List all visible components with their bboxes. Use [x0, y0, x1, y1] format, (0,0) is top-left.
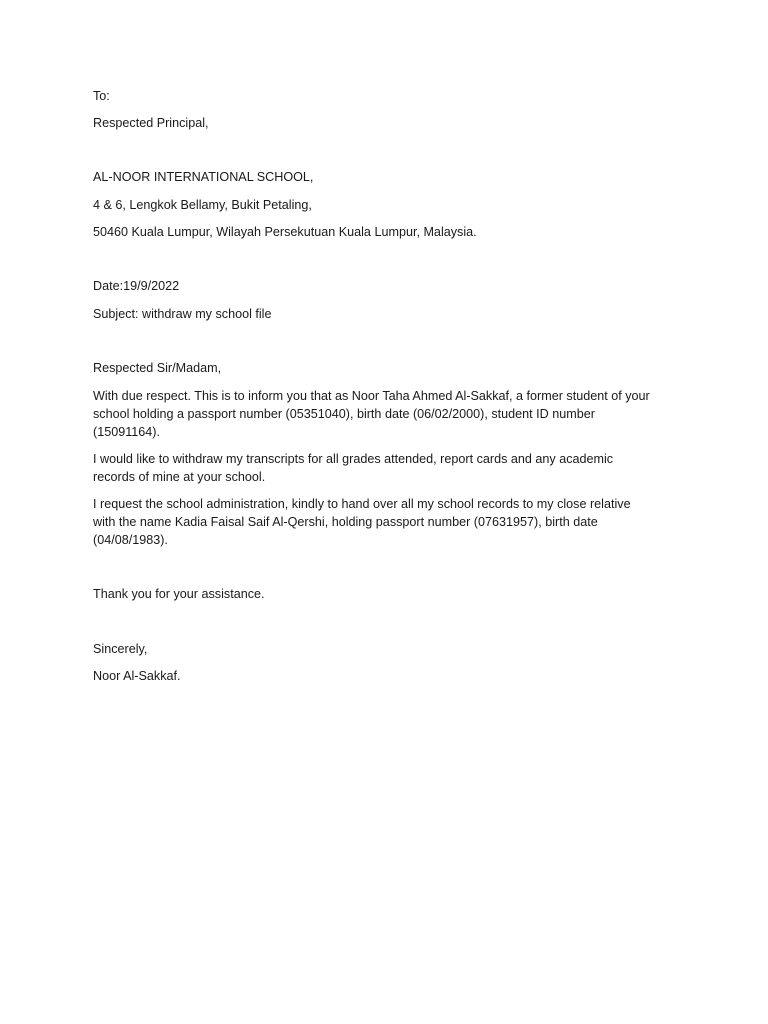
paragraph-3-line: (04/08/1983). — [93, 533, 168, 547]
paragraph-1-line: (15091164). — [93, 425, 160, 439]
paragraph-3 — [93, 495, 683, 549]
paragraph-2 — [93, 450, 683, 486]
letter-subject: Subject: withdraw my school file — [93, 307, 272, 321]
paragraph-1-line: With due respect. This is to inform you that as Noor Taha Ahmed Al-Sakkaf, a former student of your — [93, 389, 650, 403]
recipient-line: Respected Principal, — [93, 116, 209, 130]
salutation: Respected Sir/Madam, — [93, 361, 222, 375]
address-line-1: 4 & 6, Lengkok Bellamy, Bukit Petaling, — [93, 198, 312, 212]
paragraph-3-line: I request the school administration, kindly to hand over all my school records to my close relative — [93, 497, 631, 511]
paragraph-1-line: school holding a passport number (05351040), birth date (06/02/2000), student ID number — [93, 407, 595, 421]
to-label: To: — [93, 89, 110, 103]
paragraph-2-line: records of mine at your school. — [93, 470, 266, 484]
paragraph-2-line: I would like to withdraw my transcripts for all grades attended, report cards and any academic — [93, 452, 614, 466]
thanks-line: Thank you for your assistance. — [93, 587, 265, 601]
letter-date: Date:19/9/2022 — [93, 279, 180, 293]
paragraph-1 — [93, 387, 683, 441]
closing-line: Sincerely, — [93, 642, 148, 656]
school-name: AL-NOOR INTERNATIONAL SCHOOL, — [93, 170, 314, 184]
address-line-2: 50460 Kuala Lumpur, Wilayah Persekutuan Kuala Lumpur, Malaysia. — [93, 225, 477, 239]
signature-name: Noor Al-Sakkaf. — [93, 669, 181, 683]
paragraph-3-line: with the name Kadia Faisal Saif Al-Qershi, holding passport number (07631957), birth date — [93, 515, 598, 529]
